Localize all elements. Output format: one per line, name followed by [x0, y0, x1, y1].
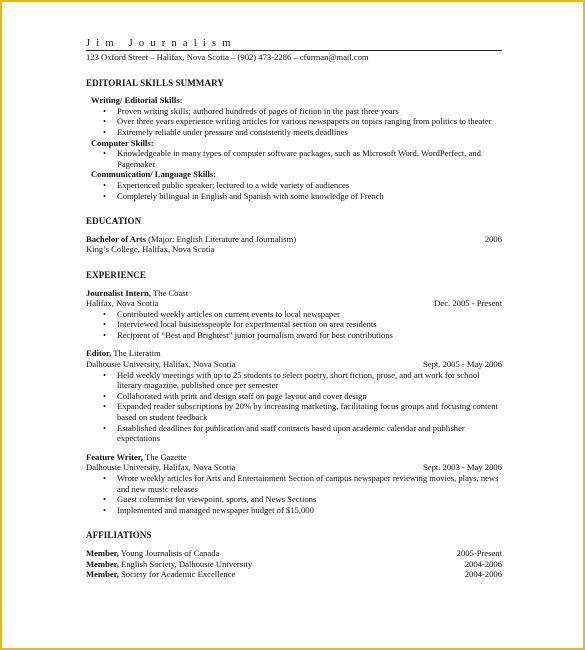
job-location: Halifax, Nova Scotia [86, 298, 159, 309]
job-dates: Sept. 2005 - May 2006 [422, 359, 502, 370]
job-org: The Coast [150, 287, 189, 298]
job-location: Dalhousie University, Halifax, Nova Scotia [86, 462, 236, 473]
list-item: • Extremely reliable under pressure and consistently meets deadlines [117, 127, 502, 138]
graduation-year: 2006 [484, 233, 502, 244]
affiliation-org: English Society, Dalhousie University [118, 558, 253, 569]
skills-section [86, 95, 502, 201]
affiliation-dates: 2004-2006 [464, 558, 502, 569]
list-item: • Wrote weekly articles for Arts and Entertainment Section of campus newspaper reviewing movies, plays, news and new music releases [117, 473, 502, 494]
contact-line: 123 Oxford Street – Halifax, Nova Scotia – (902) 473-2286 – cfurman@mail.com [86, 52, 369, 62]
affiliation-org: Young Journalists of Canada [118, 547, 220, 558]
affiliation-org: Society for Academic Excellence [118, 569, 236, 580]
affiliation-role: Member, [86, 547, 119, 558]
degree-row [86, 234, 502, 245]
affiliation-role: Member, [86, 569, 119, 580]
list-item: • Implemented and managed newspaper budget of $15,000 [117, 505, 502, 516]
job-meta-row [86, 298, 502, 309]
list-item: • Expanded reader subscriptions by 20% by increasing marketing, facilitating focus groups and focusing content based on student feedback [117, 401, 502, 422]
watermark-overlay [2, 628, 202, 648]
list-item: • Collaborated with print and design staff on page layout and cover design [117, 391, 502, 402]
affiliation [86, 548, 219, 559]
skill-list [86, 180, 502, 201]
affiliation-role: Member, [86, 558, 119, 569]
list-item: • Interviewed local businesspeople for experimental section on area residents [117, 319, 502, 330]
job-title [86, 348, 502, 359]
list-item: • Established deadlines for publication and staff contracts based upon academic calendar and publisher expectations [117, 423, 502, 444]
job-meta-row [86, 359, 502, 370]
skill-group-heading: Communication/ Language Skills: [91, 169, 217, 180]
job-title [86, 288, 502, 299]
skill-list [86, 106, 502, 138]
job-role: Journalist Intern, [86, 287, 151, 298]
skill-list [86, 148, 502, 169]
list-item: • Experienced public speaker; lectured to a wide variety of audiences [117, 180, 502, 191]
degree-name: Bachelor of Arts [86, 233, 146, 244]
skills-section-title: EDITORIAL SKILLS SUMMARY [86, 77, 224, 88]
job-org: The Gazette [142, 451, 187, 462]
applicant-name: Jim Journalism [86, 38, 237, 49]
affiliation-dates: 2005-Present [456, 547, 502, 558]
affiliation-dates: 2004-2006 [464, 569, 502, 580]
resume-content [86, 38, 502, 580]
list-item: • Held weekly meetings with up to 25 students to select poetry, short fiction, prose, and art work for school literary magazine, published once per semester [117, 370, 502, 391]
job-org: The Literatim [111, 348, 161, 359]
job-dates: Sept. 2003 - May 2006 [422, 462, 502, 473]
list-item: • Contributed weekly articles on current events to local newspaper [117, 309, 502, 320]
education-section-title: EDUCATION [86, 216, 142, 227]
job-meta-row [86, 462, 502, 473]
education-entry [86, 234, 502, 255]
list-item: • Knowledgeable in many types of computer software packages, such as Microsoft Word, WordPerfect, and Pagemaker [117, 148, 502, 169]
affiliation-row [86, 559, 502, 570]
experience-section-title: EXPERIENCE [86, 269, 147, 280]
job-dates: Dec. 2005 - Present [434, 298, 502, 309]
affiliation-row [86, 569, 502, 580]
list-item: • Over three years experience writing articles for various newspapers on topics ranging from politics to theater [117, 116, 502, 127]
school-name: King’s College, Halifax, Nova Scotia [86, 244, 215, 255]
affiliations-section-title: AFFILIATIONS [86, 530, 152, 541]
skill-group-heading: Writing/ Editorial Skills: [91, 95, 183, 106]
job-duties [86, 370, 502, 444]
skill-group-heading: Computer Skills: [91, 137, 154, 148]
resume-page [2, 2, 583, 648]
job-duties [86, 473, 502, 515]
job-location: Dalhousie University, Halifax, Nova Scotia [86, 359, 236, 370]
affiliation-row [86, 548, 502, 559]
job-duties [86, 309, 502, 341]
job-role: Editor, [86, 348, 112, 359]
header-rule [86, 50, 502, 51]
job-role: Feature Writer, [86, 451, 143, 462]
job-entry [86, 348, 502, 443]
affiliation [86, 569, 235, 580]
affiliations-list [86, 548, 502, 580]
job-entry [86, 288, 502, 341]
list-item: • Proven writing skills; authored hundreds of pages of fiction in the past three years [117, 106, 502, 117]
list-item: • Guest columnist for viewpoint, sports, and News Sections [117, 494, 502, 505]
list-item: • Completely bilingual in English and Spanish with some knowledge of French [117, 191, 502, 202]
job-entry [86, 452, 502, 516]
degree [86, 234, 296, 245]
degree-major: (Major: English Literature and Journalism) [146, 233, 297, 244]
affiliation [86, 559, 252, 570]
list-item: • Recipient of “Best and Brightest” junior journalism award for best contributions [117, 330, 502, 341]
job-title [86, 452, 502, 463]
